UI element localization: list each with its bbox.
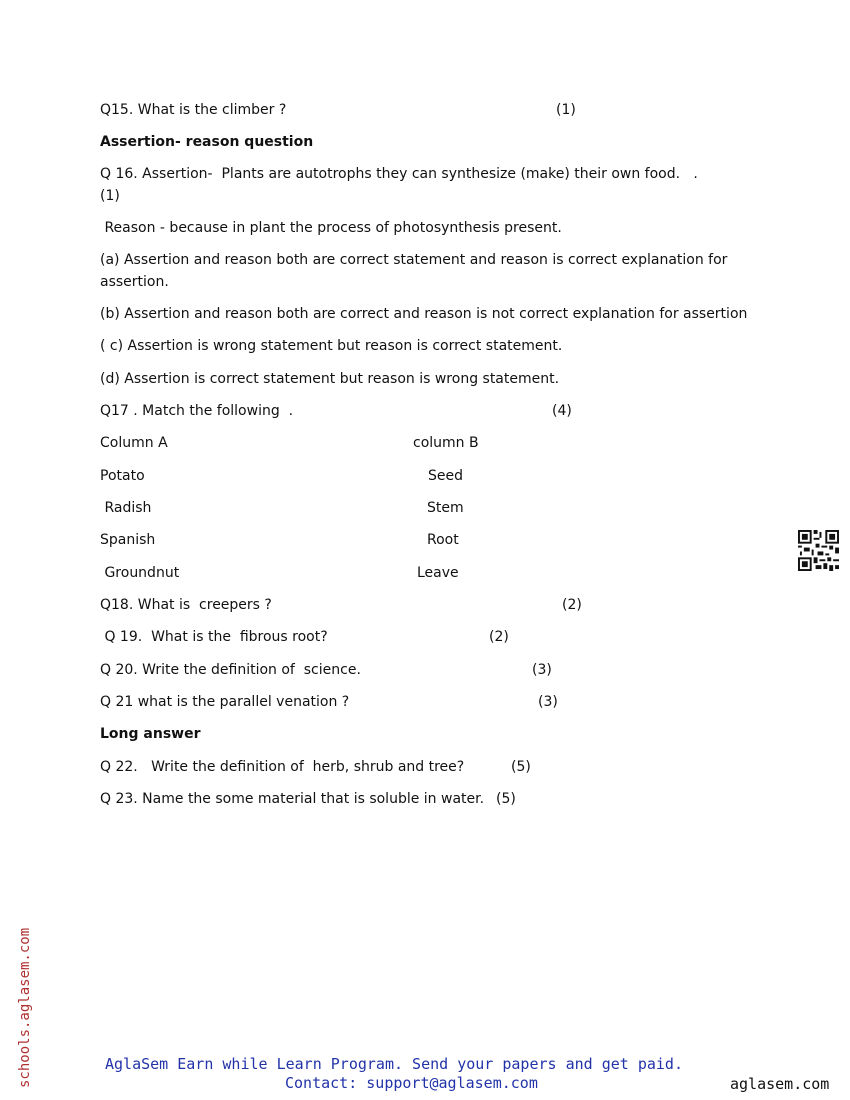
sidebar-watermark: schools.aglasem.com — [17, 927, 33, 1088]
assertion-reason-heading: Assertion- reason question — [100, 134, 314, 150]
match-row-a: Groundnut — [100, 565, 180, 581]
match-row-b: Leave — [417, 565, 459, 581]
q20-marks: (3) — [532, 662, 552, 678]
q16-option-d: (d) Assertion is correct statement but reason is wrong statement. — [100, 371, 560, 387]
q15-text: Q15. What is the climber ? — [100, 102, 287, 118]
footer-contact: Contact: support@aglasem.com — [285, 1074, 538, 1092]
qr-code-icon — [798, 530, 839, 571]
match-row-b: Stem — [427, 500, 464, 516]
q22-text: Q 22. Write the definition of herb, shrub and tree? — [100, 759, 465, 775]
q17-text: Q17 . Match the following . — [100, 403, 294, 419]
footer-program-text: AglaSem Earn while Learn Program. Send your papers and get paid. — [105, 1055, 683, 1073]
q16-option-b: (b) Assertion and reason both are correct and reason is not correct explanation for assertion — [100, 306, 748, 322]
q23-marks: (5) — [496, 791, 516, 807]
match-row-a: Radish — [100, 500, 152, 516]
q16-marks: (1) — [100, 188, 120, 204]
column-b-header: column B — [413, 435, 479, 451]
q20-text: Q 20. Write the definition of science. — [100, 662, 361, 678]
q15-marks: (1) — [556, 102, 576, 118]
q18-marks: (2) — [562, 597, 582, 613]
q16-reason: Reason - because in plant the process of photosynthesis present. — [100, 220, 562, 236]
q21-text: Q 21 what is the parallel venation ? — [100, 694, 350, 710]
q22-marks: (5) — [511, 759, 531, 775]
q19-text: Q 19. What is the fibrous root? — [100, 629, 328, 645]
long-answer-heading: Long answer — [100, 726, 201, 742]
q23-text: Q 23. Name the some material that is soluble in water. — [100, 791, 485, 807]
column-a-header: Column A — [100, 435, 168, 451]
q16-option-a: (a) Assertion and reason both are correct statement and reason is correct explanation for assertion. — [100, 252, 728, 290]
q18-text: Q18. What is creepers ? — [100, 597, 272, 613]
q19-marks: (2) — [489, 629, 509, 645]
q21-marks: (3) — [538, 694, 558, 710]
match-row-b: Seed — [428, 468, 463, 484]
q16-option-c: ( c) Assertion is wrong statement but reason is correct statement. — [100, 338, 563, 354]
q16-assertion: Q 16. Assertion- Plants are autotrophs they can synthesize (make) their own food. . — [100, 166, 698, 182]
match-row-b: Root — [427, 532, 459, 548]
match-row-a: Potato — [100, 468, 145, 484]
footer-site: aglasem.com — [730, 1075, 830, 1093]
q17-marks: (4) — [552, 403, 572, 419]
match-row-a: Spanish — [100, 532, 156, 548]
